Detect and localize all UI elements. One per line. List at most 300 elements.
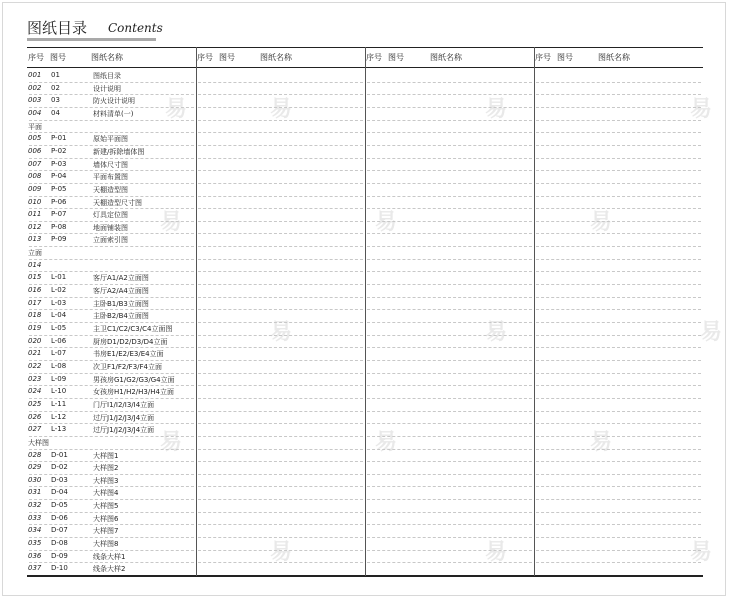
row-divider — [198, 461, 363, 462]
row-drawing-code: L-04 — [51, 311, 67, 319]
row-divider — [198, 436, 363, 437]
row-divider — [29, 284, 194, 285]
row-number: 022 — [28, 362, 42, 370]
row-divider — [367, 499, 532, 500]
row-drawing-code: L-11 — [51, 400, 67, 408]
row-drawing-code: L-12 — [51, 413, 67, 421]
row-divider — [29, 360, 194, 361]
row-divider — [536, 423, 701, 424]
row-number: 033 — [28, 514, 42, 522]
row-drawing-code: 01 — [51, 71, 60, 79]
row-drawing-name: 大样图8 — [93, 540, 119, 548]
row-divider — [198, 246, 363, 247]
header-code: 图号 — [388, 53, 404, 62]
row-drawing-name: 设计说明 — [93, 85, 121, 93]
row-divider — [536, 221, 701, 222]
watermark-glyph: 易 — [485, 97, 508, 122]
row-number: 029 — [28, 463, 42, 471]
row-divider — [367, 132, 532, 133]
watermark-glyph: 易 — [590, 210, 613, 235]
row-drawing-name: 大样图1 — [93, 452, 119, 460]
row-drawing-name: 线条大样1 — [93, 553, 126, 561]
row-divider — [536, 107, 701, 108]
row-divider — [367, 550, 532, 551]
row-divider — [367, 297, 532, 298]
row-divider — [536, 449, 701, 450]
row-divider — [198, 271, 363, 272]
row-divider — [29, 322, 194, 323]
row-drawing-name: 大样图2 — [93, 464, 119, 472]
row-drawing-code: D-01 — [51, 451, 68, 459]
row-drawing-code: D-06 — [51, 514, 68, 522]
row-divider — [29, 347, 194, 348]
row-number: 014 — [28, 261, 42, 269]
row-drawing-name: 客厅A1/A2立面图 — [93, 274, 149, 282]
row-number: 001 — [28, 71, 42, 79]
row-divider — [198, 170, 363, 171]
row-number: 034 — [28, 526, 42, 534]
row-divider — [367, 524, 532, 525]
row-drawing-name: 地面铺装图 — [93, 224, 128, 232]
row-number: 006 — [28, 147, 42, 155]
row-divider — [367, 259, 532, 260]
section-label: 大样图 — [28, 439, 49, 447]
row-divider — [536, 271, 701, 272]
row-number: 025 — [28, 400, 42, 408]
row-divider — [198, 398, 363, 399]
row-drawing-name: 门厅I1/I2/I3/I4立面 — [93, 401, 155, 409]
row-divider — [367, 423, 532, 424]
row-divider — [29, 550, 194, 551]
row-divider — [536, 411, 701, 412]
header-number: 序号 — [28, 53, 44, 62]
row-divider — [198, 196, 363, 197]
row-drawing-name: 大样图7 — [93, 527, 119, 535]
row-drawing-name: 主卧B1/B3立面图 — [93, 300, 149, 308]
row-number: 019 — [28, 324, 42, 332]
watermark-glyph: 易 — [690, 97, 713, 122]
row-drawing-name: 书房E1/E2/E3/E4立面 — [93, 350, 164, 358]
row-number: 030 — [28, 476, 42, 484]
row-divider — [367, 284, 532, 285]
row-divider — [367, 120, 532, 121]
row-divider — [367, 347, 532, 348]
row-number: 009 — [28, 185, 42, 193]
header-number: 序号 — [535, 53, 551, 62]
row-drawing-code: D-05 — [51, 501, 68, 509]
row-divider — [536, 120, 701, 121]
row-number: 015 — [28, 273, 42, 281]
row-number: 017 — [28, 299, 42, 307]
row-divider — [536, 524, 701, 525]
row-drawing-name: 次卫F1/F2/F3/F4立面 — [93, 363, 162, 371]
row-divider — [198, 486, 363, 487]
watermark-glyph: 易 — [375, 430, 398, 455]
row-divider — [536, 145, 701, 146]
row-divider — [29, 170, 194, 171]
row-drawing-code: P-03 — [51, 160, 67, 168]
row-divider — [367, 82, 532, 83]
row-divider — [198, 322, 363, 323]
header-number: 序号 — [366, 53, 382, 62]
title-underline — [27, 38, 156, 41]
row-divider — [29, 145, 194, 146]
row-divider — [29, 259, 194, 260]
row-divider — [198, 411, 363, 412]
row-drawing-code: P-04 — [51, 172, 67, 180]
row-number: 020 — [28, 337, 42, 345]
row-divider — [536, 499, 701, 500]
row-divider — [367, 158, 532, 159]
row-drawing-code: L-10 — [51, 387, 67, 395]
row-divider — [198, 524, 363, 525]
row-divider — [198, 297, 363, 298]
row-drawing-code: D-04 — [51, 488, 68, 496]
row-drawing-name: 天棚造型尺寸图 — [93, 199, 142, 207]
row-divider — [198, 107, 363, 108]
watermark-glyph: 易 — [700, 320, 723, 345]
row-divider — [536, 373, 701, 374]
row-divider — [198, 360, 363, 361]
row-divider — [198, 233, 363, 234]
row-number: 012 — [28, 223, 42, 231]
row-drawing-code: L-13 — [51, 425, 67, 433]
row-divider — [367, 246, 532, 247]
row-divider — [367, 385, 532, 386]
section-label: 立面 — [28, 249, 42, 257]
row-divider — [367, 537, 532, 538]
row-number: 036 — [28, 552, 42, 560]
row-number: 032 — [28, 501, 42, 509]
row-number: 037 — [28, 564, 42, 572]
row-divider — [29, 107, 194, 108]
row-divider — [29, 449, 194, 450]
row-drawing-code: D-02 — [51, 463, 68, 471]
row-divider — [198, 145, 363, 146]
row-drawing-name: 防火设计说明 — [93, 97, 135, 105]
row-drawing-code: L-05 — [51, 324, 67, 332]
row-divider — [367, 309, 532, 310]
row-divider — [536, 537, 701, 538]
row-divider — [536, 322, 701, 323]
row-divider — [536, 385, 701, 386]
row-divider — [536, 512, 701, 513]
row-divider — [536, 398, 701, 399]
row-drawing-name: 立面索引图 — [93, 236, 128, 244]
row-drawing-name: 厨房D1/D2/D3/D4立面 — [93, 338, 168, 346]
row-drawing-name: 过厅J1/J2/J3/J4立面 — [93, 426, 155, 434]
row-number: 027 — [28, 425, 42, 433]
row-drawing-code: P-09 — [51, 235, 67, 243]
row-drawing-code: P-07 — [51, 210, 67, 218]
row-divider — [29, 335, 194, 336]
watermark-glyph: 易 — [270, 540, 293, 565]
row-number: 013 — [28, 235, 42, 243]
row-divider — [536, 259, 701, 260]
row-drawing-code: D-07 — [51, 526, 68, 534]
row-drawing-code: L-08 — [51, 362, 67, 370]
row-divider — [536, 297, 701, 298]
row-drawing-code: D-08 — [51, 539, 68, 547]
column-group-divider — [196, 47, 197, 576]
row-divider — [29, 120, 194, 121]
row-divider — [536, 246, 701, 247]
row-drawing-name: 男孩房G1/G2/G3/G4立面 — [93, 376, 175, 384]
row-drawing-name: 墙体尺寸图 — [93, 161, 128, 169]
row-drawing-name: 灯具定位图 — [93, 211, 128, 219]
row-divider — [198, 512, 363, 513]
row-divider — [29, 385, 194, 386]
row-divider — [198, 158, 363, 159]
row-divider — [536, 562, 701, 563]
row-divider — [198, 82, 363, 83]
row-divider — [29, 512, 194, 513]
row-divider — [29, 537, 194, 538]
row-divider — [198, 132, 363, 133]
row-divider — [198, 385, 363, 386]
row-divider — [536, 461, 701, 462]
row-divider — [536, 486, 701, 487]
row-divider — [198, 347, 363, 348]
row-divider — [29, 423, 194, 424]
row-divider — [29, 461, 194, 462]
row-divider — [29, 246, 194, 247]
watermark-glyph: 易 — [160, 430, 183, 455]
row-divider — [367, 335, 532, 336]
row-number: 007 — [28, 160, 42, 168]
row-divider — [367, 94, 532, 95]
header-code: 图号 — [50, 53, 66, 62]
row-divider — [198, 449, 363, 450]
row-divider — [536, 360, 701, 361]
row-divider — [536, 158, 701, 159]
row-divider — [198, 474, 363, 475]
row-drawing-code: 04 — [51, 109, 60, 117]
row-divider — [367, 461, 532, 462]
row-drawing-name: 过厅J1/J2/J3/J4立面 — [93, 414, 155, 422]
row-divider — [198, 537, 363, 538]
row-divider — [536, 347, 701, 348]
row-drawing-name: 图纸目录 — [93, 72, 121, 80]
row-drawing-name: 原始平面图 — [93, 135, 128, 143]
row-drawing-code: P-02 — [51, 147, 67, 155]
row-divider — [29, 183, 194, 184]
row-number: 011 — [28, 210, 42, 218]
watermark-glyph: 易 — [485, 540, 508, 565]
watermark-glyph: 易 — [270, 320, 293, 345]
row-number: 031 — [28, 488, 42, 496]
watermark-glyph: 易 — [485, 320, 508, 345]
row-divider — [29, 297, 194, 298]
row-number: 028 — [28, 451, 42, 459]
row-divider — [367, 145, 532, 146]
row-drawing-name: 材料清单(一) — [93, 110, 134, 118]
row-divider — [198, 208, 363, 209]
row-number: 026 — [28, 413, 42, 421]
row-drawing-code: P-01 — [51, 134, 67, 142]
row-divider — [367, 449, 532, 450]
row-divider — [29, 499, 194, 500]
row-drawing-name: 客厅A2/A4立面图 — [93, 287, 149, 295]
row-drawing-code: P-06 — [51, 198, 67, 206]
row-number: 021 — [28, 349, 42, 357]
row-drawing-name: 主卧B2/B4立面图 — [93, 312, 149, 320]
watermark-glyph: 易 — [375, 210, 398, 235]
row-divider — [536, 82, 701, 83]
row-divider — [29, 132, 194, 133]
row-drawing-name: 线条大样2 — [93, 565, 126, 573]
row-divider — [29, 373, 194, 374]
row-divider — [536, 183, 701, 184]
row-divider — [367, 322, 532, 323]
row-divider — [198, 499, 363, 500]
row-drawing-code: 02 — [51, 84, 60, 92]
row-divider — [367, 398, 532, 399]
row-drawing-name: 主卫C1/C2/C3/C4立面图 — [93, 325, 173, 333]
row-divider — [367, 271, 532, 272]
row-divider — [367, 196, 532, 197]
row-divider — [198, 221, 363, 222]
row-drawing-name: 大样图6 — [93, 515, 119, 523]
row-divider — [198, 562, 363, 563]
header-code: 图号 — [557, 53, 573, 62]
row-divider — [367, 360, 532, 361]
row-divider — [367, 183, 532, 184]
row-divider — [198, 183, 363, 184]
row-divider — [367, 233, 532, 234]
row-number: 018 — [28, 311, 42, 319]
row-number: 035 — [28, 539, 42, 547]
row-divider — [536, 208, 701, 209]
row-divider — [536, 550, 701, 551]
row-number: 016 — [28, 286, 42, 294]
row-divider — [29, 208, 194, 209]
row-divider — [198, 259, 363, 260]
row-number: 002 — [28, 84, 42, 92]
row-divider — [29, 411, 194, 412]
row-divider — [29, 309, 194, 310]
row-divider — [29, 196, 194, 197]
row-divider — [29, 158, 194, 159]
header-code: 图号 — [219, 53, 235, 62]
row-divider — [29, 221, 194, 222]
section-label: 平面 — [28, 123, 42, 131]
row-number: 004 — [28, 109, 42, 117]
watermark-glyph: 易 — [160, 210, 183, 235]
row-divider — [198, 373, 363, 374]
row-drawing-code: L-01 — [51, 273, 67, 281]
row-drawing-code: L-02 — [51, 286, 67, 294]
row-divider — [198, 550, 363, 551]
row-divider — [367, 221, 532, 222]
page-title-english: Contents — [108, 21, 163, 35]
row-divider — [367, 562, 532, 563]
row-divider — [367, 411, 532, 412]
row-drawing-code: 03 — [51, 96, 60, 104]
header-number: 序号 — [197, 53, 213, 62]
watermark-glyph: 易 — [165, 97, 188, 122]
row-divider — [29, 233, 194, 234]
header-name: 图纸名称 — [260, 53, 292, 62]
row-divider — [536, 335, 701, 336]
row-drawing-name: 新建/拆除墙体图 — [93, 148, 145, 156]
row-number: 008 — [28, 172, 42, 180]
row-divider — [29, 474, 194, 475]
row-number: 005 — [28, 134, 42, 142]
row-divider — [536, 94, 701, 95]
row-divider — [536, 132, 701, 133]
row-number: 023 — [28, 375, 42, 383]
row-divider — [29, 271, 194, 272]
row-divider — [198, 94, 363, 95]
row-divider — [536, 284, 701, 285]
row-divider — [536, 436, 701, 437]
header-name: 图纸名称 — [598, 53, 630, 62]
row-divider — [198, 120, 363, 121]
row-drawing-name: 大样图3 — [93, 477, 119, 485]
row-drawing-name: 平面布置图 — [93, 173, 128, 181]
row-divider — [198, 335, 363, 336]
row-divider — [536, 196, 701, 197]
row-drawing-code: L-09 — [51, 375, 67, 383]
row-divider — [367, 170, 532, 171]
row-drawing-code: D-10 — [51, 564, 68, 572]
row-drawing-code: P-05 — [51, 185, 67, 193]
row-divider — [367, 107, 532, 108]
row-divider — [536, 474, 701, 475]
row-divider — [367, 474, 532, 475]
row-divider — [536, 170, 701, 171]
header-name: 图纸名称 — [430, 53, 462, 62]
row-divider — [29, 486, 194, 487]
row-drawing-code: L-07 — [51, 349, 67, 357]
row-divider — [536, 233, 701, 234]
page-title: 图纸目录 — [27, 19, 88, 37]
row-divider — [198, 284, 363, 285]
row-number: 003 — [28, 96, 42, 104]
row-divider — [367, 208, 532, 209]
row-drawing-code: L-03 — [51, 299, 67, 307]
row-divider — [198, 423, 363, 424]
row-divider — [29, 398, 194, 399]
row-drawing-name: 女孩房H1/H2/H3/H4立面 — [93, 388, 174, 396]
watermark-glyph: 易 — [690, 540, 713, 565]
row-divider — [367, 436, 532, 437]
row-drawing-code: D-03 — [51, 476, 68, 484]
row-divider — [29, 562, 194, 563]
row-divider — [198, 309, 363, 310]
row-divider — [367, 373, 532, 374]
row-drawing-name: 大样图5 — [93, 502, 119, 510]
header-name: 图纸名称 — [91, 53, 123, 62]
row-drawing-name: 天棚造型图 — [93, 186, 128, 194]
row-divider — [29, 436, 194, 437]
row-drawing-code: P-08 — [51, 223, 67, 231]
row-divider — [29, 524, 194, 525]
row-number: 010 — [28, 198, 42, 206]
column-group-divider — [365, 47, 366, 576]
row-divider — [29, 82, 194, 83]
row-drawing-code: D-09 — [51, 552, 68, 560]
watermark-glyph: 易 — [590, 430, 613, 455]
row-divider — [536, 309, 701, 310]
row-drawing-name: 大样图4 — [93, 489, 119, 497]
row-divider — [29, 94, 194, 95]
row-number: 024 — [28, 387, 42, 395]
column-group-divider — [534, 47, 535, 576]
watermark-glyph: 易 — [270, 97, 293, 122]
row-drawing-code: L-06 — [51, 337, 67, 345]
